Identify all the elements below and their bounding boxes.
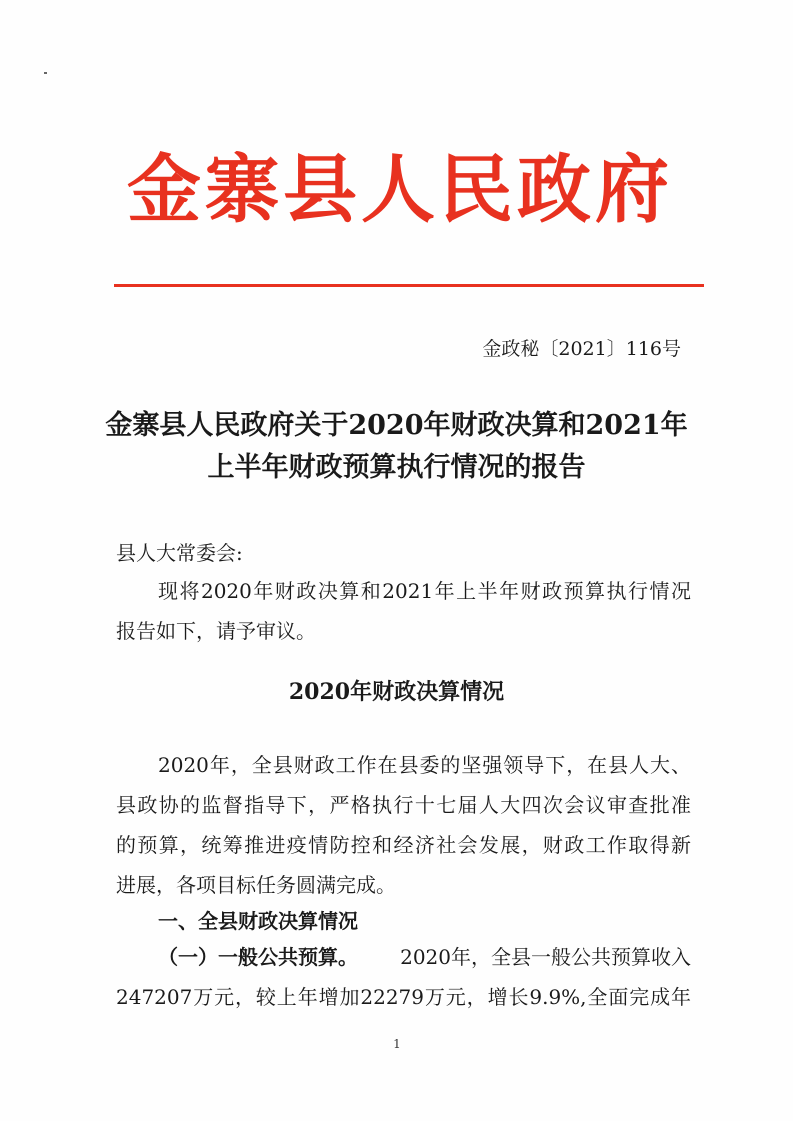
paragraph1-line-1: 2020年，全县财政工作在县委的坚强领导下，在县人大、 [158, 753, 691, 777]
heading-1: 一、全县财政决算情况 [158, 909, 358, 933]
masthead-red-rule [114, 284, 704, 287]
section-title: 2020年财政决算情况 [288, 679, 505, 705]
document-number: 金政秘〔2021〕116号 [482, 338, 681, 360]
paragraph1-line-4: 进展，各项目标任务圆满完成。 [116, 873, 396, 897]
paragraph2-line-2: 247207万元，较上年增加22279万元，增长9.9%,全面完成年 [116, 985, 691, 1009]
report-title-line-1: 金寨县人民政府关于2020年财政决算和2021年 [105, 410, 688, 441]
paragraph2-lead: （一）一般公共预算。 [158, 945, 358, 969]
salutation: 县人大常委会: [116, 541, 243, 565]
masthead-title: 金寨县人民政府 [127, 147, 673, 233]
paragraph1-line-3: 的预算，统筹推进疫情防控和经济社会发展，财政工作取得新 [116, 833, 691, 857]
intro-line-2: 报告如下，请予审议。 [116, 619, 316, 643]
scan-speck [44, 72, 47, 74]
paragraph2-line-1-rest: 2020年，全县一般公共预算收入 [400, 945, 691, 969]
paragraph2-line-1 [158, 942, 691, 972]
paragraph1-line-2: 县政协的监督指导下，严格执行十七届人大四次会议审查批准 [116, 793, 691, 817]
page-number: 1 [393, 1037, 401, 1051]
report-title-line-2: 上半年财政预算执行情况的报告 [207, 452, 586, 483]
intro-line-1: 现将2020年财政决算和2021年上半年财政预算执行情况 [158, 579, 691, 603]
